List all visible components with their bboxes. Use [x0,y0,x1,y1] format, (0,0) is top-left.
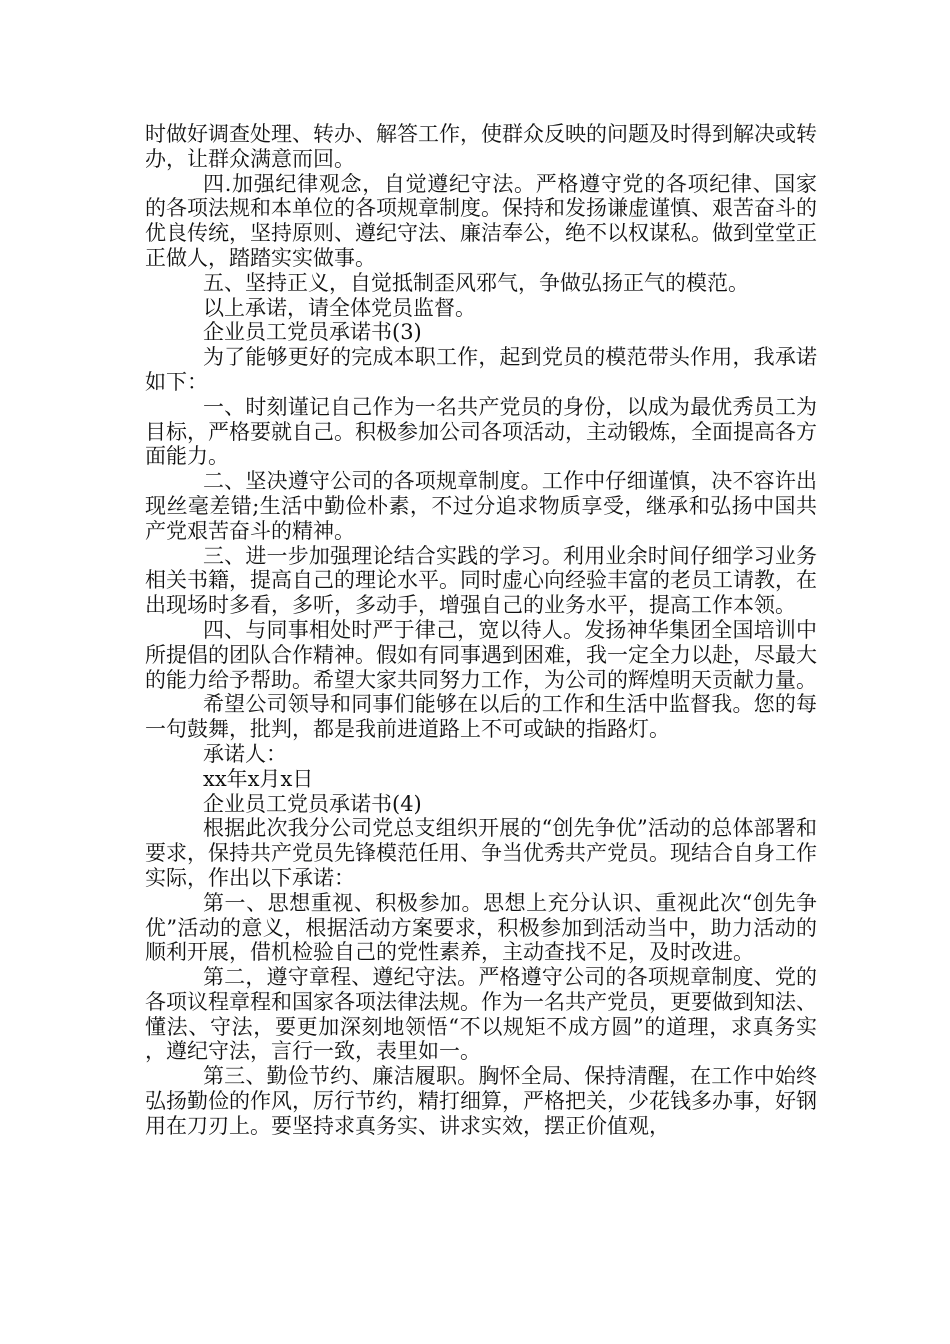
signature-label: 承诺人： [203,741,287,766]
paragraph: 根据此次我分公司党总支组织开展的“创先争优”活动的总体部署和要求，保持共产党员先锋模范任用、争当优秀共产党员。现结合自身工作实际，作出以下承诺： [145,816,817,890]
paragraph: 四、与同事相处时严于律己，宽以待人。发扬神华集团全国培训中所提倡的团队合作精神。假如有同事遇到困难，我一定全力以赴，尽最大的能力给予帮助。希望大家共同努力工作，为公司的辉煌明天贡献力量。 [145,617,817,692]
paragraph: 三、进一步加强理论结合实践的学习。利用业余时间仔细学习业务相关书籍，提高自己的理论水平。同时虚心向经验丰富的老员工请教，在出现场时多看，多听，多动手，增强自己的业务水平，提高工作本领。 [145,543,817,618]
document-body [145,122,817,1139]
paragraph: 四.加强纪律观念，自觉遵纪守法。严格遵守党的各项纪律、国家的各项法规和本单位的各项规章制度。保持和发扬谦虚谨慎、艰苦奋斗的优良传统，坚持原则、遵纪守法、廉洁奉公，绝不以权谋私。做到堂堂正正做人，踏踏实实做事。 [145,171,817,270]
paragraph: 第二，遵守章程、遵纪守法。严格遵守公司的各项规章制度、党的各项议程章程和国家各项法律法规。作为一名共产党员，更要做到知法、懂法、守法，要更加深刻地领悟“不以规矩不成方圆”的道理，求真务实，遵纪守法，言行一致，表里如一。 [145,965,817,1064]
paragraph: 五、坚持正义，自觉抵制歪风邪气，争做弘扬正气的模范。 [203,270,749,295]
paragraph: 希望公司领导和同事们能够在以后的工作和生活中监督我。您的每一句鼓舞，批判，都是我前进道路上不可或缺的指路灯。 [145,692,817,742]
paragraph: 以上承诺，请全体党员监督。 [203,295,476,320]
paragraph: 时做好调查处理、转办、解答工作，使群众反映的问题及时得到解决或转办，让群众满意而回。 [145,122,817,171]
section-heading: 企业员工党员承诺书(4) [203,791,422,816]
date-line: xx年x月x日 [203,766,314,791]
paragraph: 为了能够更好的完成本职工作，起到党员的模范带头作用，我承诺如下： [145,345,817,394]
paragraph: 第三、勤俭节约、廉洁履职。胸怀全局、保持清醒，在工作中始终弘扬勤俭的作风，厉行节约，精打细算，严格把关，少花钱多办事，好钢用在刀刃上。要坚持求真务实、讲求实效，摆正价值观， [145,1064,817,1138]
paragraph: 一、时刻谨记自己作为一名共产党员的身份，以成为最优秀员工为目标，严格要就自己。积极参加公司各项活动，主动锻炼，全面提高各方面能力。 [145,394,817,469]
paragraph: 二、坚决遵守公司的各项规章制度。工作中仔细谨慎，决不容许出现丝毫差错;生活中勤俭朴素，不过分追求物质享受，继承和弘扬中国共产党艰苦奋斗的精神。 [145,469,817,543]
paragraph: 第一、思想重视、积极参加。思想上充分认识、重视此次“创先争优”活动的意义，根据活动方案要求，积极参加到活动当中，助力活动的顺利开展，借机检验自己的党性素养，主动查找不足，及时改进。 [145,890,817,965]
section-heading: 企业员工党员承诺书(3) [203,320,422,345]
